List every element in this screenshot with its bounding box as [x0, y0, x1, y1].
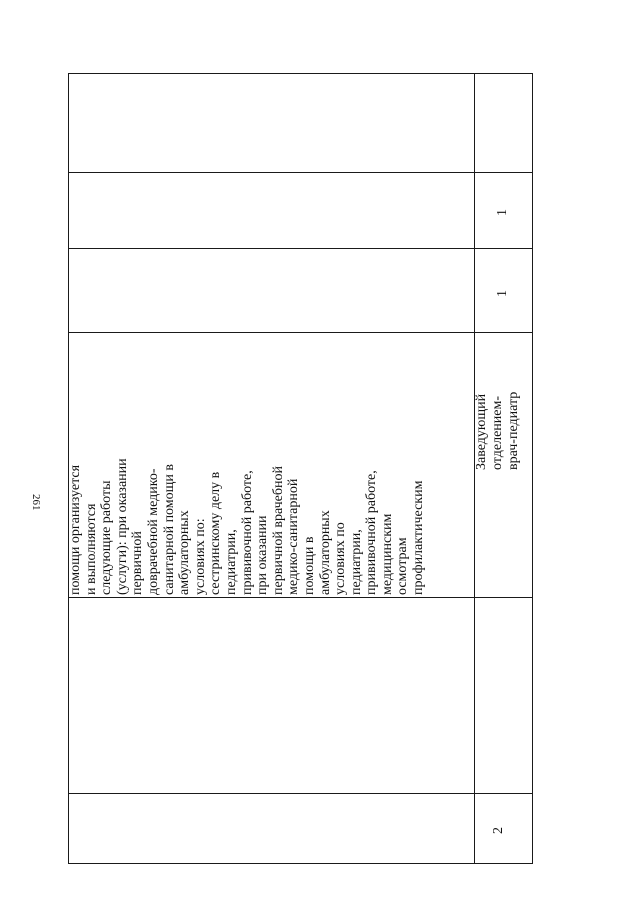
description-line: медицинским	[379, 513, 395, 595]
description-line: педиатрии,	[348, 529, 364, 595]
description-line: прививочной работе,	[364, 470, 380, 595]
position-line: врач-педиатр	[506, 391, 521, 470]
description-line: помощи организуется	[68, 464, 83, 595]
table-border-line	[68, 248, 533, 249]
description-line: и выполняются	[83, 503, 99, 595]
staff-count-cell: 1	[495, 209, 510, 216]
description-line: медико-санитарной	[286, 478, 302, 595]
description-line: осмотрам	[395, 537, 411, 595]
table-border-line	[68, 597, 533, 598]
position-line: Заведующий	[474, 393, 489, 470]
staff-count-cell: 1	[495, 290, 510, 297]
description-line: условиях по	[333, 522, 349, 595]
page-number: 261	[30, 494, 42, 511]
description-line: первичной	[130, 531, 146, 595]
description-line: педиатрии,	[223, 529, 239, 595]
description-line: профилактическим	[411, 480, 427, 595]
description-line: следующие работы	[99, 480, 115, 595]
description-line: первичной врачебной	[270, 466, 286, 595]
description-line: амбулаторных	[317, 510, 333, 595]
description-line: сестринскому делу в	[208, 471, 224, 595]
description-line: помощи в	[301, 536, 317, 595]
description-line: условиях по:	[192, 518, 208, 595]
service-description	[68, 435, 478, 595]
table-border-line	[68, 73, 533, 74]
row-number: 2	[491, 827, 506, 834]
table-border-line	[68, 172, 533, 173]
description-line: при оказании	[255, 515, 271, 595]
table-border-line	[68, 332, 533, 333]
table-border-line	[68, 793, 533, 794]
description-line: прививочной работе,	[239, 470, 255, 595]
description-line: санитарной помощи в	[161, 463, 177, 595]
position-title	[474, 350, 534, 470]
description-line: (услуги): при оказании	[114, 458, 130, 595]
description-line: доврачебной медико-	[145, 468, 161, 595]
table-border-line	[68, 863, 533, 864]
position-line: отделением-	[490, 395, 505, 470]
description-line: амбулаторных	[177, 510, 193, 595]
